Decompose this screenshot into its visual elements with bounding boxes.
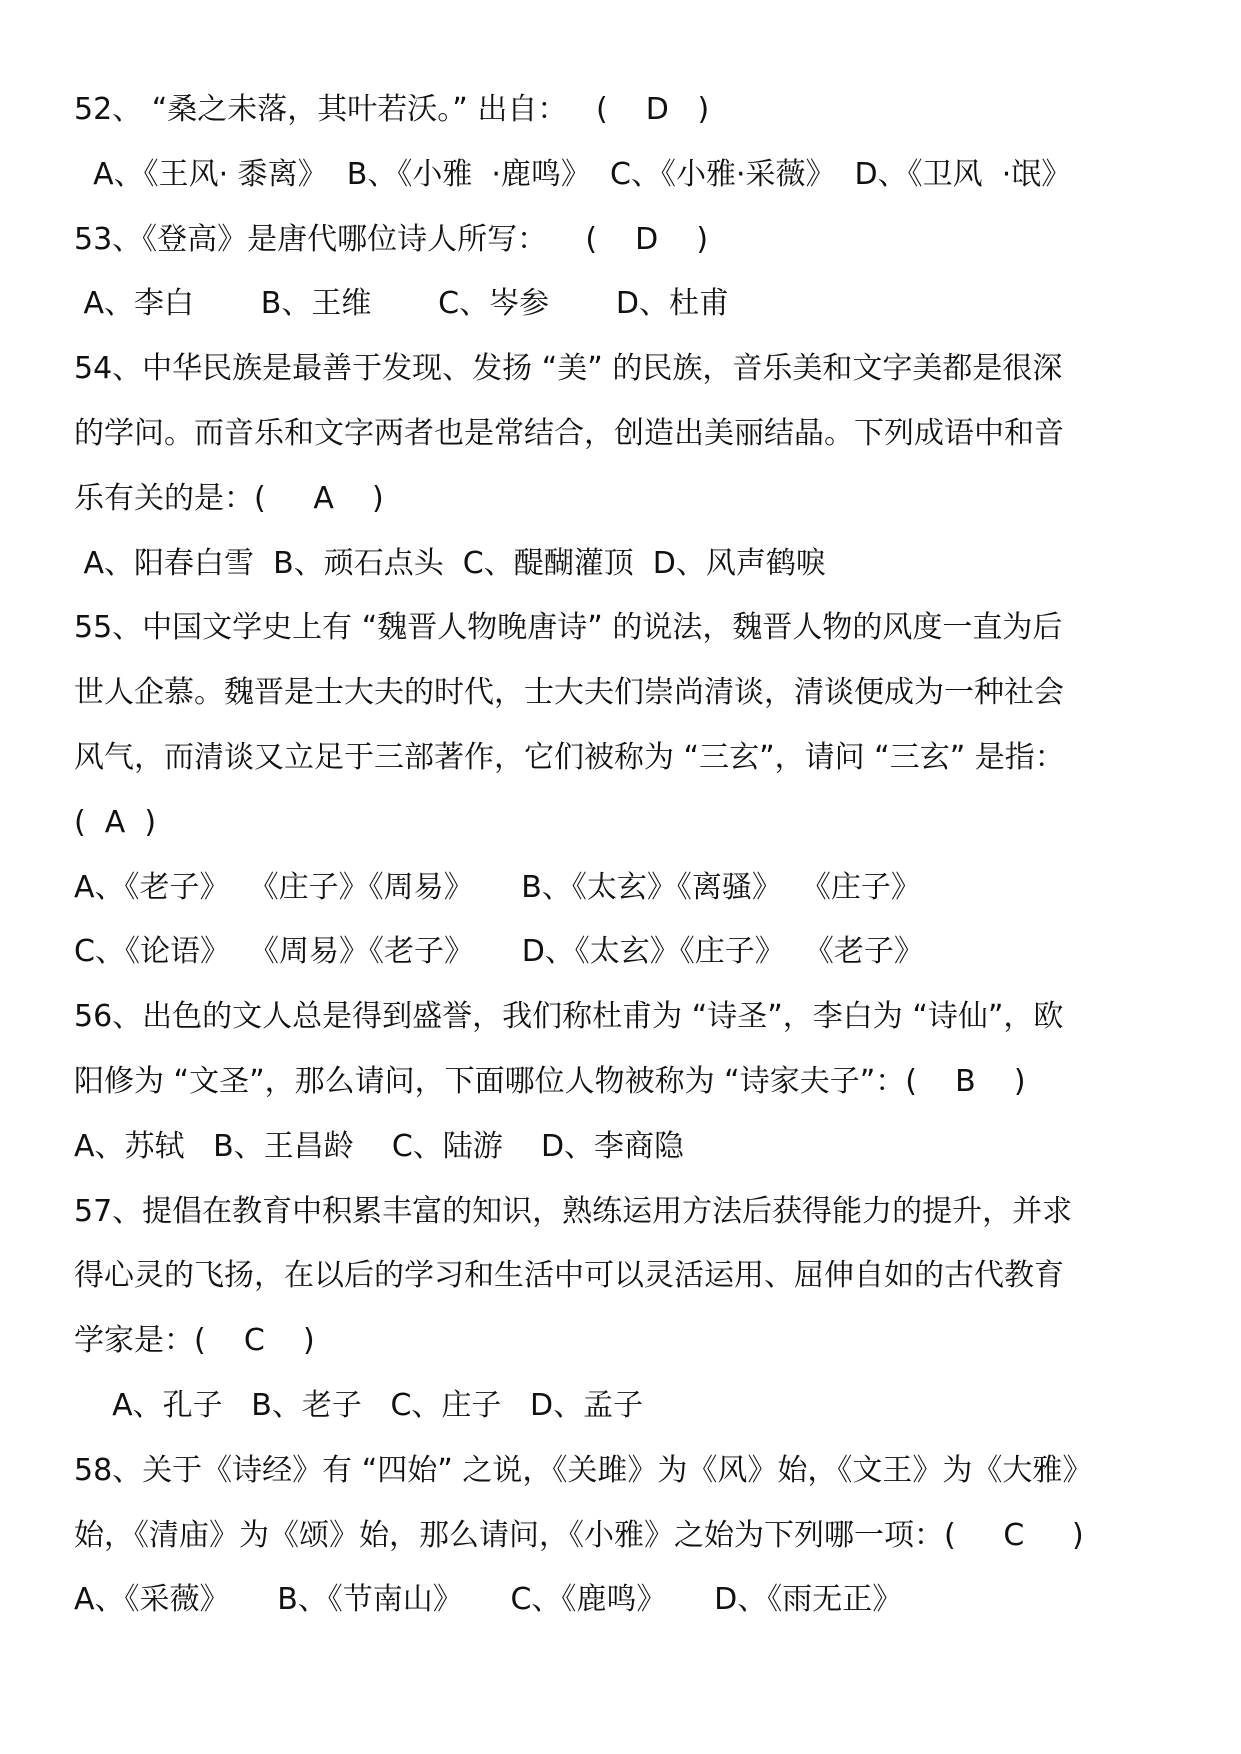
- q57-options: A、孔子 B、老子 C、庄子 D、孟子: [74, 1387, 644, 1423]
- q55-options-ab: A、《老子》 《庄子》《周易》 B、《太玄》《离骚》 《庄子》: [74, 869, 921, 905]
- q52-options: A、《王风· 黍离》 B、《小雅 ·鹿鸣》 C、《小雅·采薇》 D、《卫风 ·氓》: [74, 156, 1072, 192]
- q54-stem-line-3: 乐有关的是：( A ): [74, 480, 384, 516]
- q58-options: A、《采薇》 B、《节南山》 C、《鹿鸣》 D、《雨无正》: [74, 1582, 903, 1618]
- q58-stem-line-1: 58、关于《诗经》有 “四始” 之说，《关雎》为《风》始，《文王》为《大雅》: [74, 1452, 1093, 1488]
- q54-options: A、阳春白雪 B、顽石点头 C、醍醐灌顶 D、风声鹤唳: [74, 545, 826, 581]
- q57-stem-line-3: 学家是：( C ): [74, 1323, 315, 1359]
- q58-stem-line-2: 始，《清庙》为《颂》始，那么请问，《小雅》之始为下列哪一项：( C ): [74, 1517, 1084, 1553]
- q57-stem-line-1: 57、提倡在教育中积累丰富的知识，熟练运用方法后获得能力的提升，并求: [74, 1193, 1073, 1229]
- q55-stem-line-1: 55、中国文学史上有 “魏晋人物晚唐诗” 的说法，魏晋人物的风度一直为后: [74, 610, 1063, 646]
- q56-options: A、苏轼 B、王昌龄 C、陆游 D、李商隐: [74, 1128, 685, 1164]
- q55-stem-line-3: 风气，而清谈又立足于三部著作，它们被称为 “三玄”，请问 “三玄” 是指：: [74, 739, 1065, 775]
- q55-options-cd: C、《论语》 《周易》《老子》 D、《太玄》《庄子》 《老子》: [74, 934, 924, 970]
- q56-stem-line-1: 56、出色的文人总是得到盛誉，我们称杜甫为 “诗圣”，李白为 “诗仙”，欧: [74, 999, 1064, 1035]
- q55-stem-line-2: 世人企慕。魏晋是士大夫的时代，士大夫们崇尚清谈，清谈便成为一种社会: [74, 675, 1064, 711]
- q57-stem-line-2: 得心灵的飞扬，在以后的学习和生活中可以灵活运用、屈伸自如的古代教育: [74, 1258, 1064, 1294]
- q56-stem-line-2: 阳修为 “文圣”，那么请问，下面哪位人物被称为 “诗家夫子”：( B ): [74, 1063, 1026, 1099]
- q54-stem-line-1: 54、中华民族是最善于发现、发扬 “美” 的民族，音乐美和文字美都是很深: [74, 351, 1063, 387]
- q55-answer: ( A ): [74, 804, 157, 840]
- q52-stem: 52、 “桑之未落，其叶若沃。” 出自： ( D ): [74, 92, 710, 127]
- q54-stem-line-2: 的学问。而音乐和文字两者也是常结合，创造出美丽结晶。下列成语中和音: [74, 415, 1064, 451]
- q53-stem: 53、《登高》是唐代哪位诗人所写： ( D ): [74, 221, 709, 257]
- q53-options: A、李白 B、王维 C、岑参 D、杜甫: [74, 286, 729, 322]
